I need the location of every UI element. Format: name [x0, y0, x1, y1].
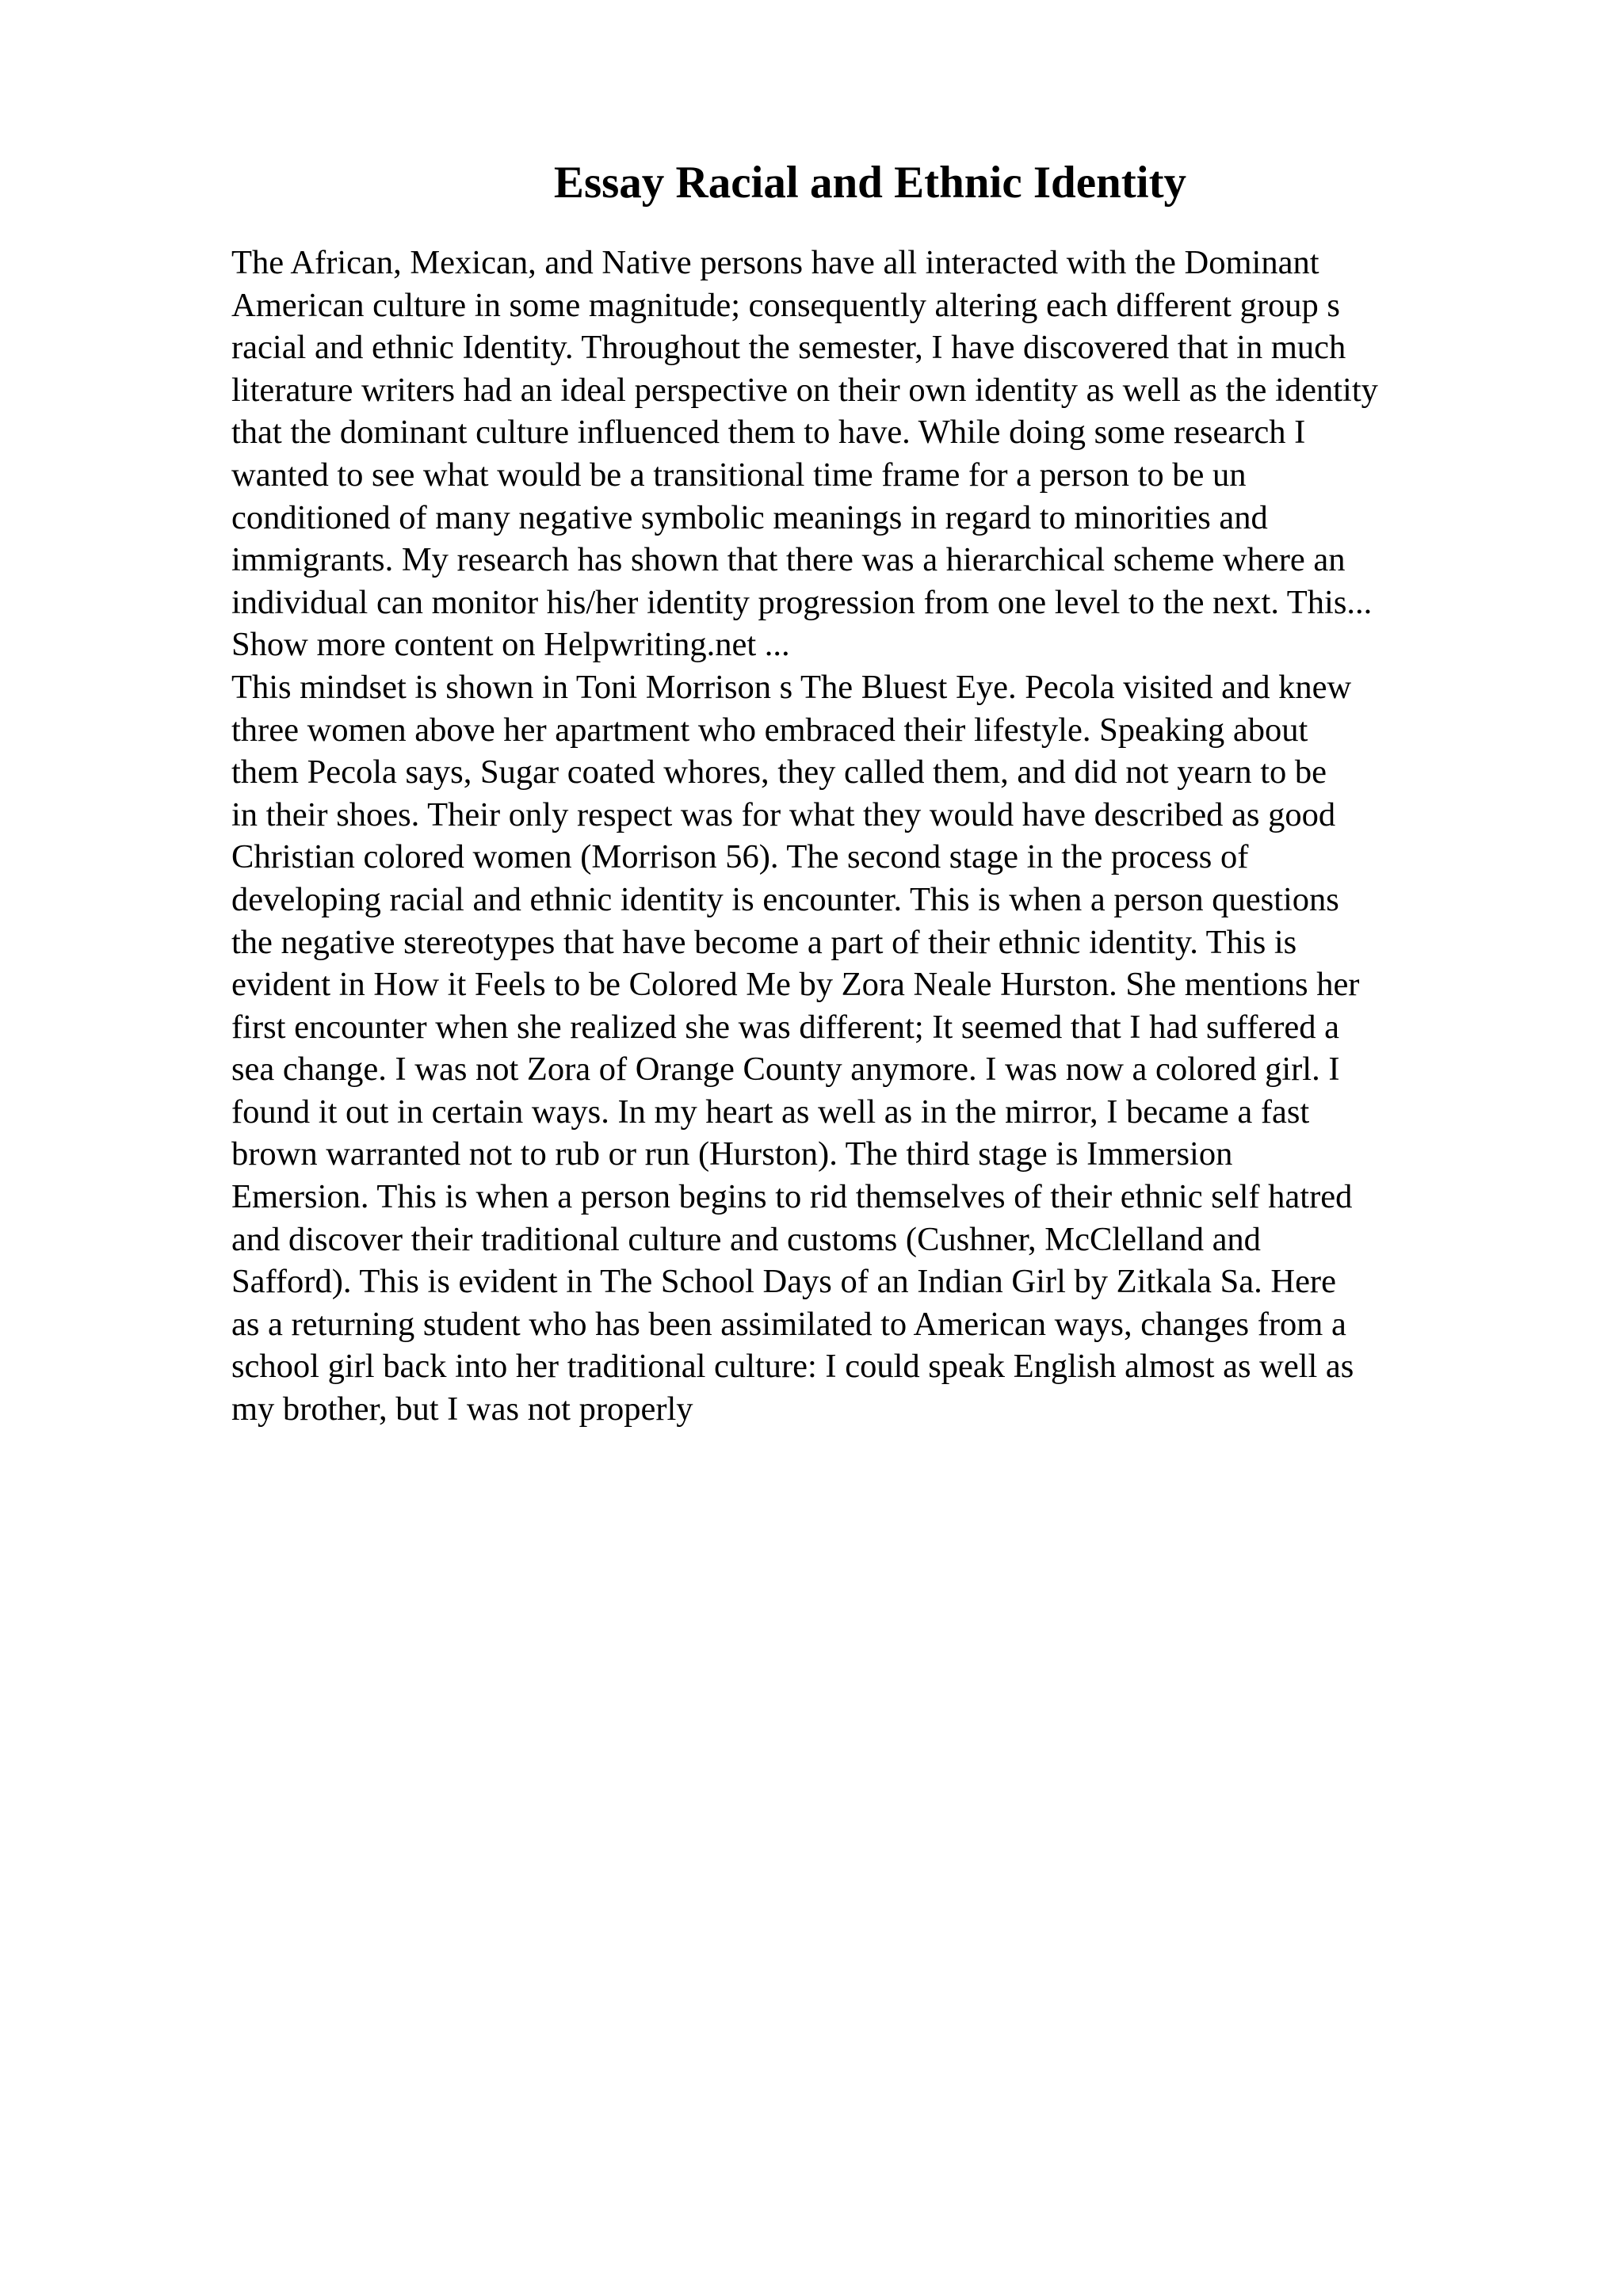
body-line: American culture in some magnitude; consequently altering each different group s	[231, 286, 1340, 324]
body-line: Emersion. This is when a person begins to rid themselves of their ethnic self hatred	[231, 1178, 1353, 1216]
body-line: Safford). This is evident in The School Days of an Indian Girl by Zitkala Sa. Here	[231, 1263, 1336, 1301]
document-title: Essay Racial and Ethnic Identity	[553, 158, 1187, 208]
body-line: individual can monitor his/her identity progression from one level to the next. This...	[231, 583, 1373, 621]
body-line: first encounter when she realized she was different; It seemed that I had suffered a	[231, 1008, 1339, 1046]
body-line: sea change. I was not Zora of Orange County anymore. I was now a colored girl. I	[231, 1051, 1340, 1089]
body-line: as a returning student who has been assimilated to American ways, changes from a	[231, 1305, 1346, 1343]
body-line: evident in How it Feels to be Colored Me by Zora Neale Hurston. She mentions her	[231, 966, 1360, 1004]
body-line: three women above her apartment who embraced their lifestyle. Speaking about	[231, 711, 1308, 749]
body-line: literature writers had an ideal perspective on their own identity as well as the identity	[231, 371, 1378, 409]
body-line: immigrants. My research has shown that there was a hierarchical scheme where an	[231, 541, 1346, 579]
body-line: and discover their traditional culture and customs (Cushner, McClelland and	[231, 1220, 1261, 1258]
body-line: wanted to see what would be a transitional time frame for a person to be un	[231, 456, 1247, 494]
body-line: racial and ethnic Identity. Throughout the semester, I have discovered that in much	[231, 329, 1346, 367]
body-line: conditioned of many negative symbolic meanings in regard to minorities and	[231, 498, 1268, 536]
body-line: The African, Mexican, and Native persons have all interacted with the Dominant	[231, 244, 1319, 281]
body-line: the negative stereotypes that have become a part of their ethnic identity. This is	[231, 923, 1297, 961]
body-line: them Pecola says, Sugar coated whores, they called them, and did not yearn to be	[231, 753, 1327, 791]
body-line: Show more content on Helpwriting.net ...	[231, 626, 790, 664]
essay-body	[231, 242, 1515, 1431]
body-line: that the dominant culture influenced them to have. While doing some research I	[231, 414, 1306, 452]
body-line: in their shoes. Their only respect was for what they would have described as good	[231, 795, 1336, 833]
body-line: my brother, but I was not properly	[231, 1390, 693, 1428]
body-line: school girl back into her traditional culture: I could speak English almost as well as	[231, 1348, 1354, 1386]
body-line: developing racial and ethnic identity is encounter. This is when a person questions	[231, 880, 1339, 918]
body-line: found it out in certain ways. In my heart as well as in the mirror, I became a fast	[231, 1093, 1310, 1131]
body-line: Christian colored women (Morrison 56). The second stage in the process of	[231, 838, 1249, 876]
body-line: brown warranted not to rub or run (Hurston). The third stage is Immersion	[231, 1135, 1233, 1173]
body-line: This mindset is shown in Toni Morrison s The Bluest Eye. Pecola visited and knew	[231, 668, 1352, 706]
